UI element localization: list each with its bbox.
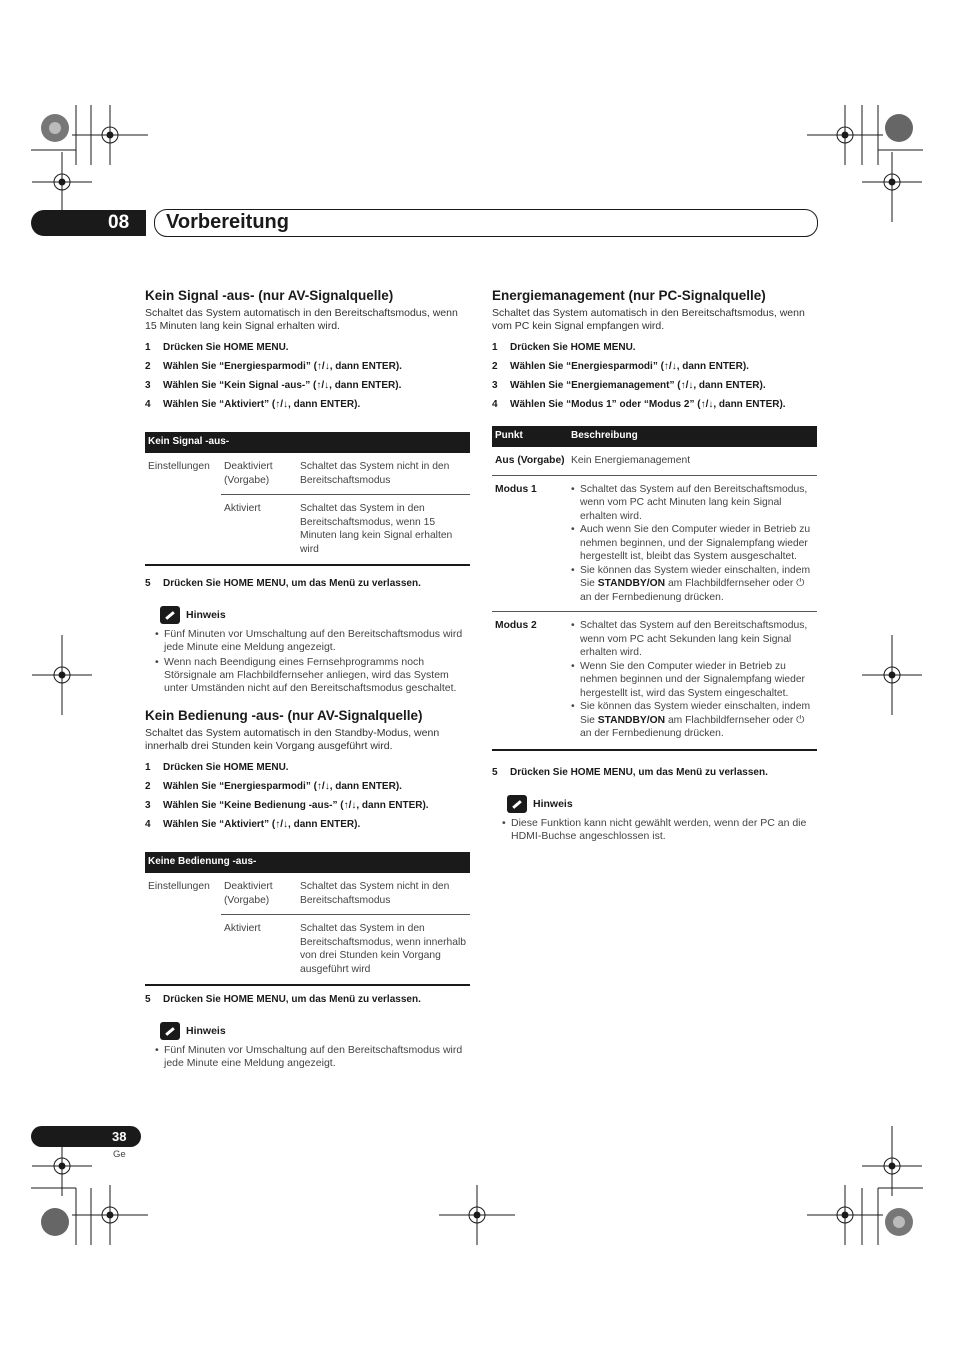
power-icon: ⏻	[796, 714, 805, 726]
right-column	[492, 287, 818, 845]
note-list	[155, 628, 471, 695]
step: 3 Wählen Sie “Kein Signal -aus-” (↑/↓, dann ENTER).	[145, 380, 402, 391]
table-row: Aus (Vorgabe) Kein Energiemanagement	[495, 455, 691, 466]
section-description: Schaltet das System automatisch in den Bereitschaftsmodus, wenn 15 Minuten lang kein Signal erhalten wird.	[145, 307, 458, 332]
step: 2 Wählen Sie “Energiesparmodi” (↑/↓, dann ENTER).	[492, 361, 749, 372]
table-header: Keine Bedienung -aus-	[145, 852, 470, 873]
chapter-title: Vorbereitung	[166, 211, 289, 233]
step: 1 Drücken Sie HOME MENU.	[492, 342, 636, 353]
language-code: Ge	[113, 1149, 126, 1160]
table-header-punkt: Punkt	[492, 426, 568, 447]
note-heading: Hinweis	[160, 1022, 471, 1040]
table-row: Einstellungen Deaktiviert (Vorgabe) Schaltet das System nicht in den Bereitschaftsmodus	[148, 461, 450, 486]
bullet-item: • Sie können das System wieder einschalten, indem Sie STANDBY/ON am Flachbildfernseher oder ⏻ an der Fernbedienung drücken.	[571, 700, 814, 741]
table-row: Modus 1 • Schaltet das System auf den Bereitschaftsmodus, wenn vom PC acht Minuten lang kein Signal erhalten wird. • Auch wenn Sie den Computer wieder in Betrieb zu nehmen beginnen, und der Signalempfang wieder hergestellt ist, bleibt das System ausgeschaltet. • Sie können das System wieder einschalten, indem Sie STANDBY/ON am Flachbildfernseher oder ⏻ an der Fernbedienung drücken.	[492, 475, 817, 612]
step: 2 Wählen Sie “Energiesparmodi” (↑/↓, dann ENTER).	[145, 361, 402, 372]
step: 4 Wählen Sie “Aktiviert” (↑/↓, dann ENTER).	[145, 399, 361, 410]
table-row: Modus 2 • Schaltet das System auf den Bereitschaftsmodus, wenn vom PC acht Sekunden lang kein Signal erhalten wird. • Wenn Sie den Computer wieder in Betrieb zu nehmen beginnen und der Signalempfang wieder hergestellt ist, wird das System eingeschaltet. • Sie können das System wieder einschalten, indem Sie STANDBY/ON am Flachbildfernseher oder ⏻ an der Fernbedienung drücken.	[492, 612, 817, 750]
power-icon: ⏻	[796, 578, 805, 589]
bullet-item: • Auch wenn Sie den Computer wieder in Betrieb zu nehmen beginnen, und der Signalempfang wieder hergestellt ist, bleibt das System ausgeschaltet.	[571, 523, 814, 564]
step: 2 Wählen Sie “Energiesparmodi” (↑/↓, dann ENTER).	[145, 781, 402, 792]
step: 5 Drücken Sie HOME MENU, um das Menü zu verlassen.	[145, 578, 421, 589]
note-item: • Fünf Minuten vor Umschaltung auf den Bereitschaftsmodus wird jede Minute eine Meldung angezeigt.	[155, 628, 471, 654]
table-row: Einstellungen Deaktiviert (Vorgabe) Schaltet das System nicht in den Bereitschaftsmodus	[148, 881, 450, 906]
settings-table	[145, 432, 470, 566]
left-column	[145, 287, 471, 1072]
note-list	[155, 1044, 471, 1070]
bullet-item: • Wenn Sie den Computer wieder in Betrieb zu nehmen beginnen und der Signalempfang wieder hergestellt ist, wird das System eingeschaltet.	[571, 660, 814, 701]
section-description: Schaltet das System automatisch in den Standby-Modus, wenn innerhalb drei Stunden kein Vorgang ausgeführt wird.	[145, 727, 440, 752]
step: 1 Drücken Sie HOME MENU.	[145, 762, 289, 773]
chapter-number: 08	[108, 212, 130, 233]
section-title: Kein Bedienung -aus- (nur AV-Signalquelle)	[145, 708, 423, 723]
bullet-item: • Schaltet das System auf den Bereitschaftsmodus, wenn vom PC acht Sekunden lang kein Signal erhalten wird.	[571, 619, 814, 660]
step: 5 Drücken Sie HOME MENU, um das Menü zu verlassen.	[492, 766, 768, 778]
pencil-note-icon	[507, 795, 527, 813]
pencil-note-icon	[160, 1022, 180, 1040]
pencil-note-icon	[160, 606, 180, 624]
page-number: 38	[112, 1129, 127, 1144]
energy-table	[492, 426, 817, 751]
note-item: • Fünf Minuten vor Umschaltung auf den Bereitschaftsmodus wird jede Minute eine Meldung angezeigt.	[155, 1044, 471, 1070]
table-row: Aktiviert Schaltet das System in den Bereitschaftsmodus, wenn innerhalb von drei Stunden kein Vorgang ausgeführt wird	[145, 915, 470, 986]
section-title: Kein Signal -aus- (nur AV-Signalquelle)	[145, 288, 394, 303]
bullet-item: • Schaltet das System auf den Bereitschaftsmodus, wenn vom PC acht Minuten lang kein Signal erhalten wird.	[571, 483, 814, 524]
step: 4 Wählen Sie “Modus 1” oder “Modus 2” (↑/↓, dann ENTER).	[492, 399, 786, 410]
note-item: • Diese Funktion kann nicht gewählt werden, wenn der PC an die HDMI-Buchse angeschlossen ist.	[502, 817, 818, 843]
section-title: Energiemanagement (nur PC-Signalquelle)	[492, 288, 766, 303]
step: 4 Wählen Sie “Aktiviert” (↑/↓, dann ENTER).	[145, 819, 361, 830]
step: 1 Drücken Sie HOME MENU.	[145, 342, 289, 353]
section-description: Schaltet das System automatisch in den Bereitschaftsmodus, wenn vom PC kein Signal empfangen wird.	[492, 307, 805, 332]
note-list	[502, 817, 818, 843]
table-row: Aktiviert Schaltet das System in den Bereitschaftsmodus, wenn 15 Minuten lang kein Signal erhalten wird	[145, 495, 470, 566]
table-header: Kein Signal -aus-	[145, 432, 470, 453]
step: 3 Wählen Sie “Energiemanagement” (↑/↓, dann ENTER).	[492, 380, 766, 391]
note-heading: Hinweis	[160, 606, 471, 624]
settings-table	[145, 852, 470, 986]
step: 3 Wählen Sie “Keine Bedienung -aus-” (↑/↓, dann ENTER).	[145, 800, 429, 811]
bullet-item: • Sie können das System wieder einschalten, indem Sie STANDBY/ON am Flachbildfernseher oder ⏻ an der Fernbedienung drücken.	[571, 564, 814, 605]
note-item: • Wenn nach Beendigung eines Fernsehprogramms noch Störsignale am Flachbildfernseher anliegen, wird das System unter Umständen nicht auf den Bereitschaftsmodus geschaltet.	[155, 656, 471, 695]
table-header-beschreibung: Beschreibung	[568, 426, 817, 447]
note-heading: Hinweis	[507, 795, 818, 813]
step: 5 Drücken Sie HOME MENU, um das Menü zu verlassen.	[145, 994, 421, 1005]
